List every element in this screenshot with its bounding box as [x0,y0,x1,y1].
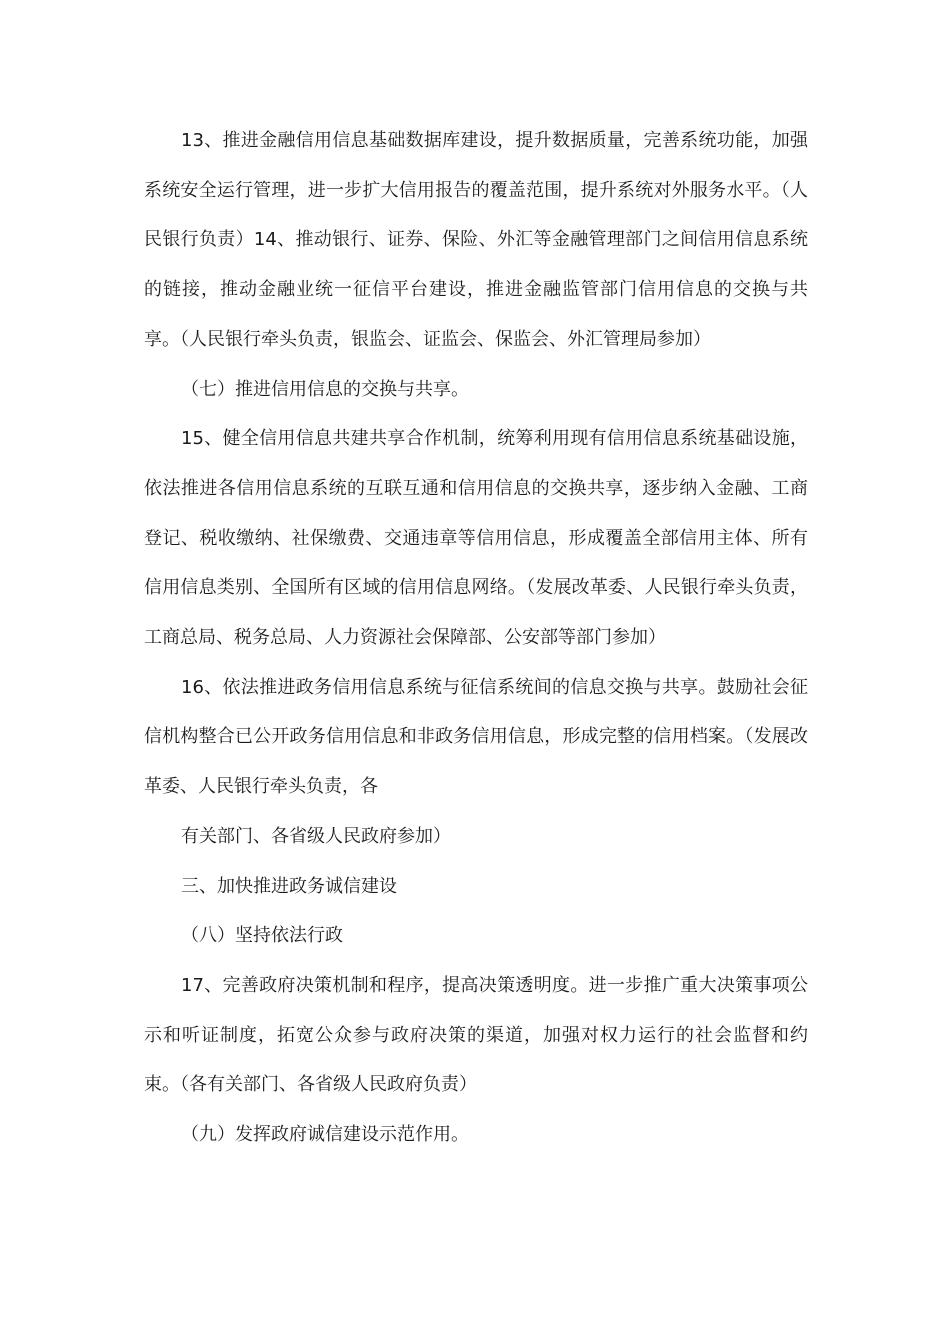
paragraph-item-16: 16、依法推进政务信用信息系统与征信系统间的信息交换与共享。鼓励社会征信机构整合已公开政务信用信息和非政务信用信息，形成完整的信用档案。（发展改革委、人民银行牵头负责，各 [144,676,808,798]
section-heading-9: （九）发挥政府诚信建设示范作用。 [181,1124,469,1146]
section-heading-7: （七）推进信用信息的交换与共享。 [181,378,469,400]
document-body [144,116,808,1160]
paragraph-item-17: 17、完善政府决策机制和程序，提高决策透明度。进一步推广重大决策事项公示和听证制度，拓宽公众参与政府决策的渠道，加强对权力运行的社会监督和约束。（各有关部门、各省级人民政府负责） [144,974,808,1096]
section-heading-3: 三、加快推进政务诚信建设 [181,875,397,897]
paragraph-item-13-14: 13、推进金融信用信息基础数据库建设，提升数据质量，完善系统功能，加强系统安全运行管理，进一步扩大信用报告的覆盖范围，提升系统对外服务水平。（人民银行负责）14、推动银行、证券、保险、外汇等金融管理部门之间信用信息系统的链接，推动金融业统一征信平台建设，推进金融监管部门信用信息的交换与共享。（人民银行牵头负责，银监会、证监会、保监会、外汇管理局参加） [144,130,808,350]
paragraph-item-15: 15、健全信用信息共建共享合作机制，统筹利用现有信用信息系统基础设施，依法推进各信用信息系统的互联互通和信用信息的交换共享，逐步纳入金融、工商登记、税收缴纳、社保缴费、交通违章等信用信息，形成覆盖全部信用主体、所有信用信息类别、全国所有区域的信用信息网络。（发展改革委、人民银行牵头负责，工商总局、税务总局、人力资源社会保障部、公安部等部门参加） [144,428,808,649]
paragraph-item-16-continued: 有关部门、各省级人民政府参加） [181,825,451,847]
section-heading-8: （八）坚持依法行政 [181,925,343,947]
